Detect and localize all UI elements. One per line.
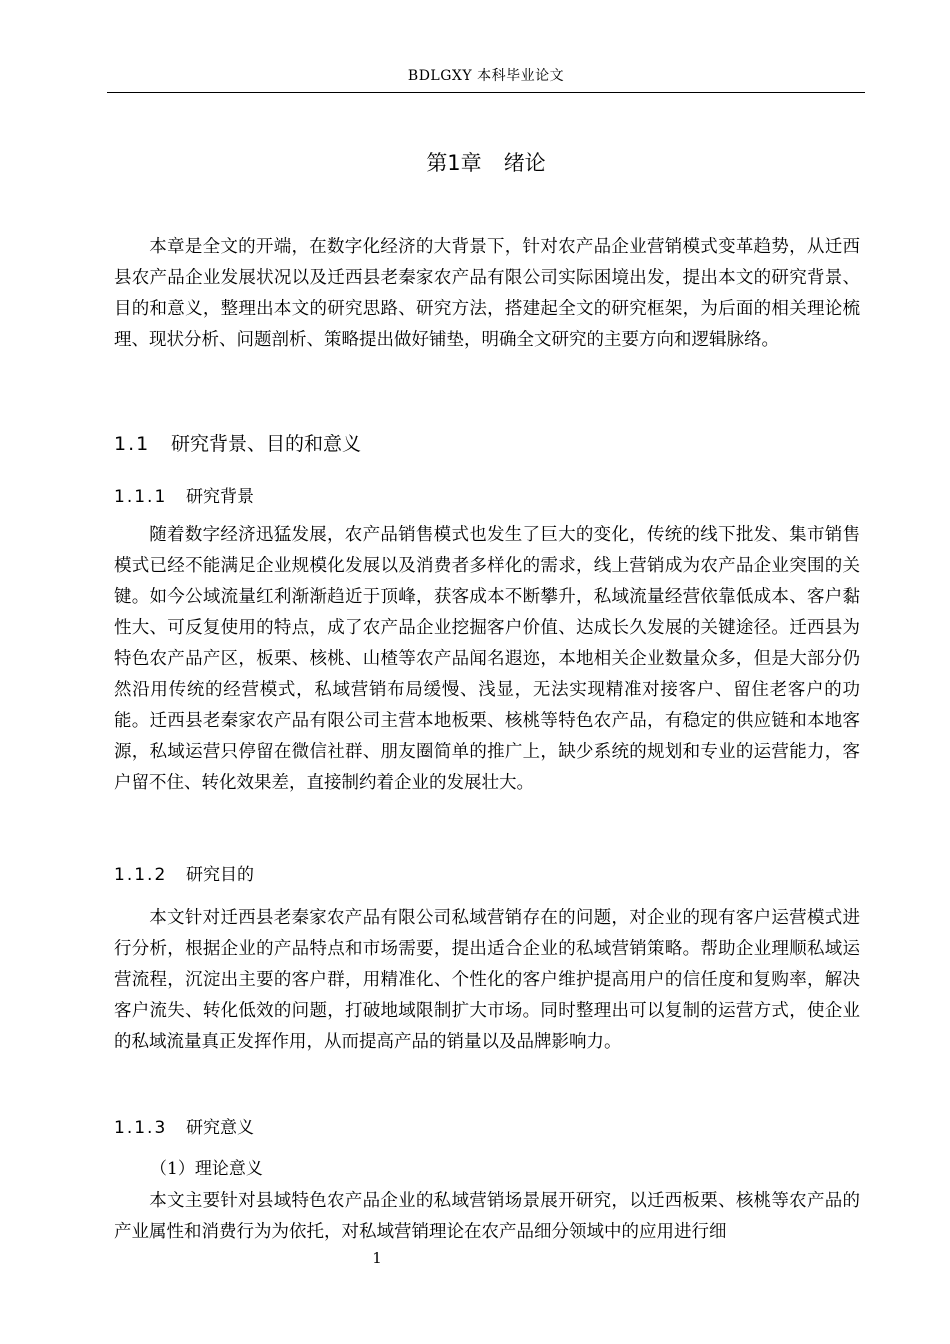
section-number: 1.1.3: [114, 1118, 168, 1138]
section-number: 1.1: [114, 433, 151, 455]
chapter-name: 绪论: [503, 151, 546, 175]
background-paragraph: [114, 520, 860, 799]
section-heading-1-1: [114, 430, 361, 458]
section-title: 研究目的: [186, 865, 254, 885]
header-rule: [107, 92, 865, 93]
intro-paragraph: [114, 232, 860, 356]
section-heading-1-1-2: [114, 862, 254, 888]
theory-significance-label: （1）理论意义: [150, 1159, 263, 1179]
section-number: 1.1.1: [114, 487, 168, 507]
intro-text: 本章是全文的开端，在数字化经济的大背景下，针对农产品企业营销模式变革趋势，从迁西县农产品企业发展状况以及迁西县老秦家农产品有限公司实际困境出发，提出本文的研究背景、目的和意义，整理出本文的研究思路、研究方法，搭建起全文的研究框架，为后面的相关理论梳理、现状分析、问题剖析、策略提出做好铺垫，明确全文研究的主要方向和逻辑脉络。: [114, 237, 860, 350]
significance-text: 本文主要针对县域特色农产品企业的私域营销场景展开研究，以迁西板栗、核桃等农产品的产业属性和消费行为为依托，对私域营销理论在农产品细分领域中的应用进行细: [114, 1191, 860, 1242]
section-title: 研究背景: [186, 487, 254, 507]
section-number: 1.1.2: [114, 865, 168, 885]
significance-paragraph: [114, 1186, 860, 1248]
chapter-number: 第1章: [426, 151, 482, 175]
section-heading-1-1-1: [114, 484, 254, 510]
section-title: 研究意义: [186, 1118, 254, 1138]
purpose-paragraph: [114, 903, 860, 1058]
purpose-text: 本文针对迁西县老秦家农产品有限公司私域营销存在的问题，对企业的现有客户运营模式进行分析，根据企业的产品特点和市场需要，提出适合企业的私域营销策略。帮助企业理顺私域运营流程，沉淀出主要的客户群，用精准化、个性化的客户维护提高用户的信任度和复购率，解决客户流失、转化低效的问题，打破地域限制扩大市场。同时整理出可以复制的运营方式，使企业的私域流量真正发挥作用，从而提高产品的销量以及品牌影响力。: [114, 908, 860, 1052]
section-heading-1-1-3: [114, 1115, 254, 1141]
section-title: 研究背景、目的和意义: [171, 433, 362, 455]
background-text: 随着数字经济迅猛发展，农产品销售模式也发生了巨大的变化，传统的线下批发、集市销售模式已经不能满足企业规模化发展以及消费者多样化的需求，线上营销成为农产品企业突围的关键。如今公域流量红利渐渐趋近于顶峰，获客成本不断攀升，私域流量经营依靠低成本、客户黏性大、可反复使用的特点，成了农产品企业挖掘客户价值、达成长久发展的关键途径。迁西县为特色农产品产区，板栗、核桃、山楂等农产品闻名遐迩，本地相关企业数量众多，但是大部分仍然沿用传统的经营模式，私域营销布局缓慢、浅显，无法实现精准对接客户、留住老客户的功能。迁西县老秦家农产品有限公司主营本地板栗、核桃等特色农产品，有稳定的供应链和本地客源，私域运营只停留在微信社群、朋友圈简单的推广上，缺少系统的规划和专业的运营能力，客户留不住、转化效果差，直接制约着企业的发展壮大。: [114, 525, 860, 793]
chapter-title: [107, 148, 865, 178]
page-number: 1: [372, 1249, 382, 1267]
running-header: BDLGXY 本科毕业论文: [407, 68, 565, 84]
